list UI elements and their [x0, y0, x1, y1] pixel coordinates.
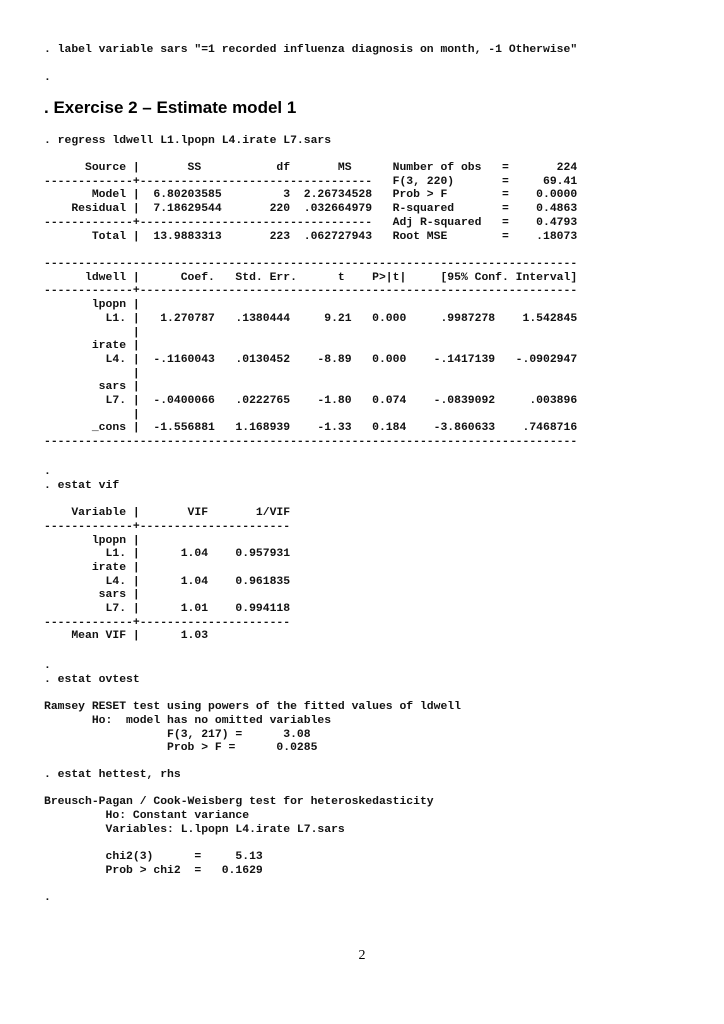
anova-table: Source | SS df MS Number of obs = 224 -------------+---------------------------------- F(3, 220) = 69.41 Model | 6.80203585 3 2.26734528 Prob > F = 0.0000 Residual | 7.18629544 220 .032664979 R-squared = 0.4863 -------------+---------------------------------- Adj R-squared = 0.4793 Total | 13.9883313 223 .062727943 Root MSE = .18073: [44, 162, 578, 243]
vif-output: . . estat vif Variable | VIF 1/VIF -------------+---------------------- lpopn | L1. | 1.04 0.957931 irate | L4. | 1.04 0.961835 sars | L7. | 1.01 0.994118 -------------+---------------------- Mean VIF | 1.03: [44, 466, 291, 643]
page-number: 2: [358, 948, 366, 963]
ovtest-output: . . estat ovtest Ramsey RESET test using powers of the fitted values of ldwell Ho: model has no omitted variables F(3, 217) = 3.08 Prob > F = 0.0285: [44, 660, 461, 755]
regress-command: . regress ldwell L1.lpopn L4.irate L7.sars: [44, 135, 332, 147]
separator-dot: .: [44, 72, 51, 84]
hettest-output: . estat hettest, rhs Breusch-Pagan / Cook-Weisberg test for heteroskedasticity Ho: Constant variance Variables: L.lpopn L4.irate L7.sars chi2(3) = 5.13 Prob > chi2 = 0.1629 .: [44, 769, 434, 905]
section-heading: . Exercise 2 – Estimate model 1: [44, 98, 297, 117]
coefficient-table: ------------------------------------------------------------------------------ ldwell | Coef. Std. Err. t P>|t| [95% Conf. Interval] -------------+---------------------------------------------------------------- lpopn | L1. | 1.270787 .1380444 9.21 0.000 .9987278 1.542845 | irate | L4. | -.1160043 .0130452 -8.89 0.000 -.1417139 -.0902947 | sars | L7. | -.0400066 .0222765 -1.80 0.074 -.0839092 .003896 | _cons | -1.556881 1.168939 -1.33 0.184 -3.860633 .7468716 ------------------------------------------------------------------------------: [44, 258, 578, 449]
label-variable-line: . label variable sars "=1 recorded influenza diagnosis on month, -1 Otherwise": [44, 44, 578, 56]
